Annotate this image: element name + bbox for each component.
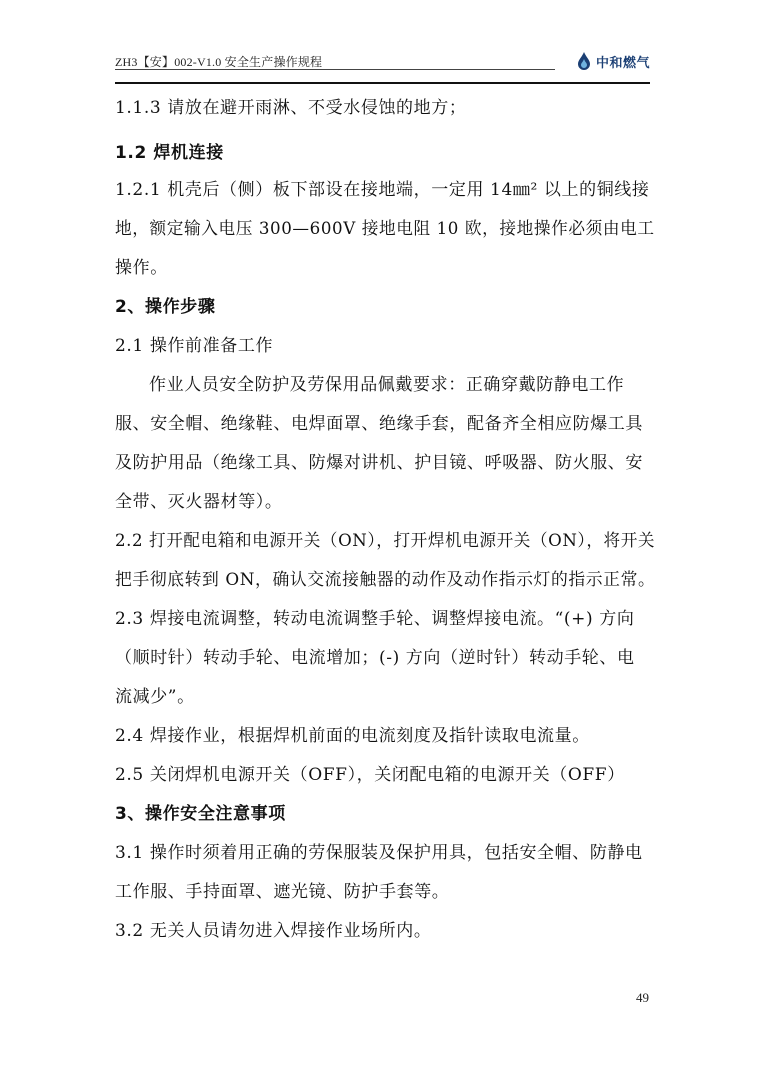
company-logo (576, 50, 650, 72)
paragraph-line: 工作服、手持面罩、遮光镜、防护手套等。 (115, 882, 450, 902)
paragraph-line: 2.2 打开配电箱和电源开关（ON），打开焊机电源开关（ON），将开关 (115, 531, 656, 551)
paragraph-line: 作业人员安全防护及劳保用品佩戴要求：正确穿戴防静电工作 (149, 375, 625, 395)
paragraph-line: 2.1 操作前准备工作 (115, 336, 274, 356)
page-header (115, 46, 650, 84)
logo-text: 中和燃气 (595, 55, 650, 71)
paragraph-line: 操作。 (115, 258, 168, 278)
paragraph-line: 地，额定输入电压 300—600V 接地电阻 10 欧，接地操作必须由电工 (115, 219, 655, 239)
paragraph-line: 1.2.1 机壳后（侧）板下部设在接地端，一定用 14㎜² 以上的铜线接 (115, 180, 650, 200)
section-heading: 1.2 焊机连接 (115, 143, 224, 163)
page-number: 49 (636, 990, 649, 1005)
paragraph-line: 2.3 焊接电流调整，转动电流调整手轮、调整焊接电流。“(+) 方向 (115, 609, 635, 629)
document-title: ZH3【安】002-V1.0 安全生产操作规程 (115, 55, 323, 69)
paragraph-line: 2.4 焊接作业，根据焊机前面的电流刻度及指针读取电流量。 (115, 726, 590, 746)
paragraph-line: （顺时针）转动手轮、电流增加；(-) 方向（逆时针）转动手轮、电 (115, 648, 635, 668)
paragraph-line: 2.5 关闭焊机电源开关（OFF），关闭配电箱的电源开关（OFF） (115, 765, 625, 785)
paragraph-line: 把手彻底转到 ON，确认交流接触器的动作及动作指示灯的指示正常。 (115, 570, 656, 590)
section-heading: 2、操作步骤 (115, 297, 216, 317)
paragraph-line: 1.1.3 请放在避开雨淋、不受水侵蚀的地方； (115, 98, 467, 118)
paragraph-line: 全带、灭火器材等）。 (115, 492, 283, 512)
header-underline (115, 69, 555, 70)
flame-drop-icon (576, 51, 592, 71)
paragraph-line: 3.1 操作时须着用正确的劳保服装及保护用具，包括安全帽、防静电 (115, 843, 643, 863)
paragraph-line: 流减少”。 (115, 687, 195, 707)
section-heading: 3、操作安全注意事项 (115, 804, 286, 824)
paragraph-line: 3.2 无关人员请勿进入焊接作业场所内。 (115, 921, 432, 941)
paragraph-line: 及防护用品（绝缘工具、防爆对讲机、护目镜、呼吸器、防火服、安 (115, 453, 643, 473)
header-rule (115, 82, 650, 84)
paragraph-line: 服、安全帽、绝缘鞋、电焊面罩、绝缘手套，配备齐全相应防爆工具 (115, 414, 643, 434)
